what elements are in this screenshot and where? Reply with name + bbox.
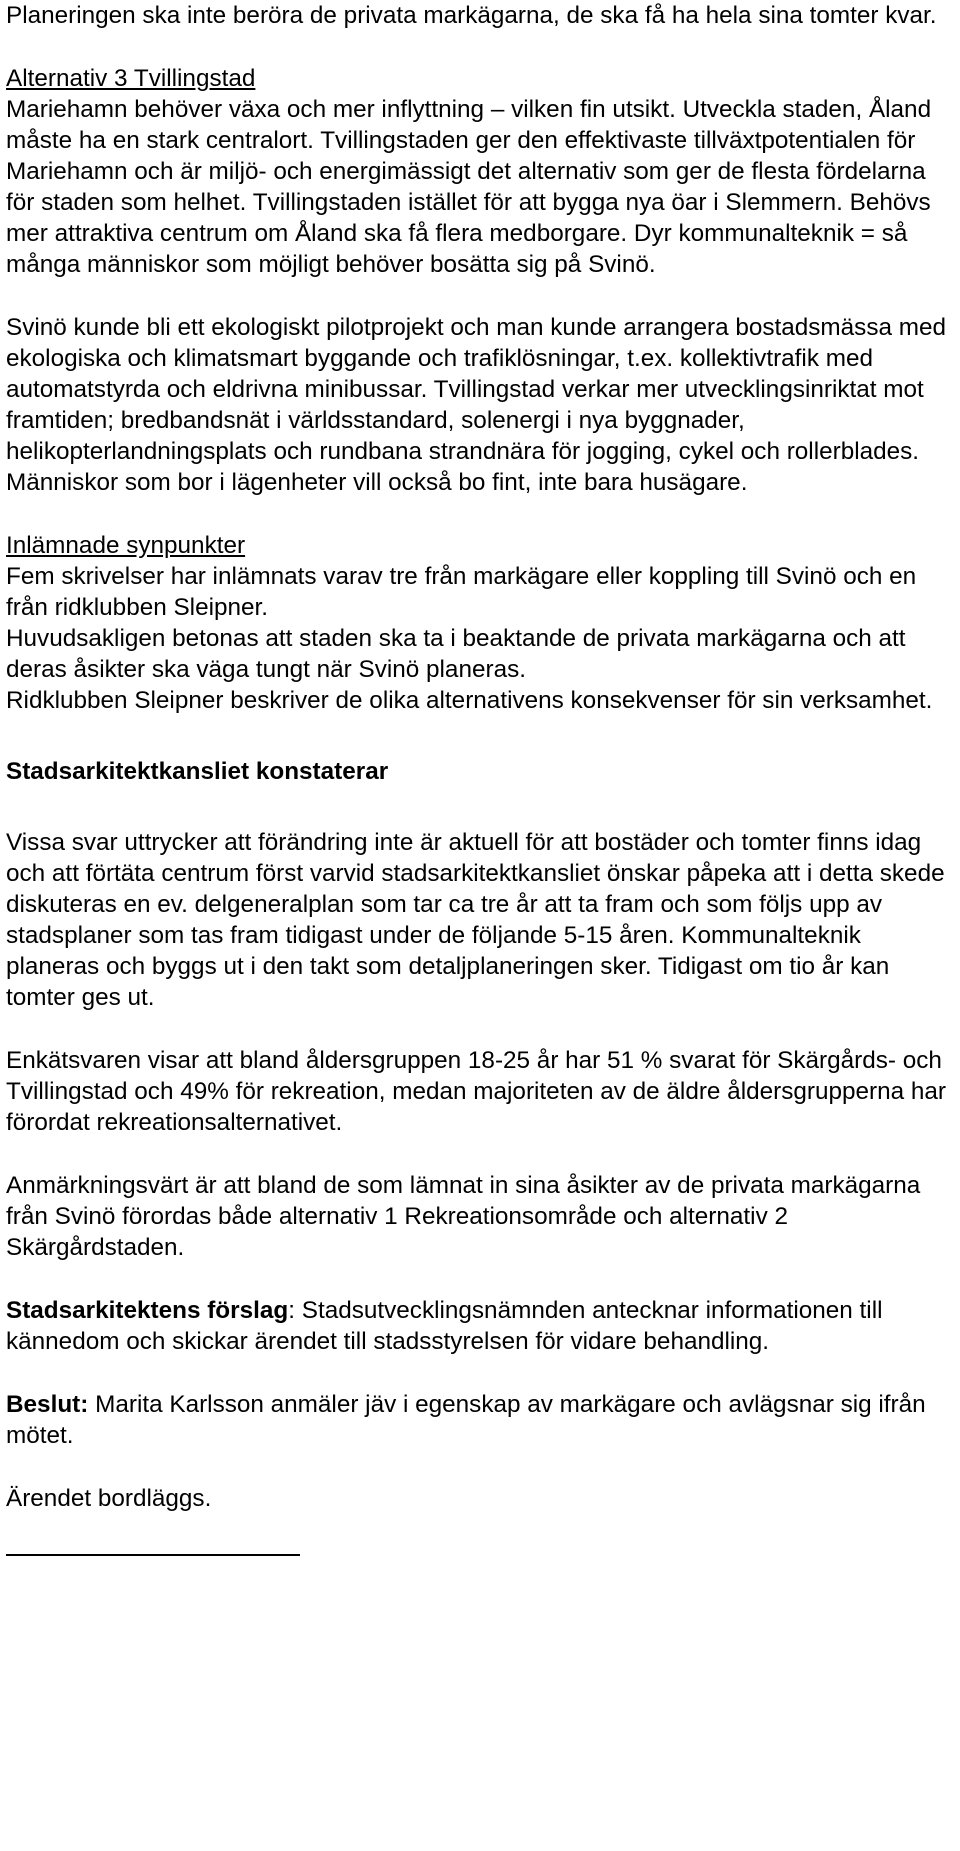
bordlaggs-paragraph: Ärendet bordläggs.: [6, 1485, 212, 1512]
spacer: [6, 1138, 956, 1170]
forslag-paragraph: [6, 1295, 956, 1357]
beslut-label: Beslut:: [6, 1391, 89, 1418]
forslag-label: Stadsarkitektens förslag: [6, 1297, 289, 1324]
alt3-paragraph: Mariehamn behöver växa och mer inflyttning – vilken fin utsikt. Utveckla staden, Åland måste ha en stark centralort. Tvillingstaden ger den effektivaste tillväxtpotentialen för Mariehamn och är miljö- och energimässigt det alternativ som ger de flesta fördelarna för staden som helhet. Tvillingstaden istället för att bygga nya öar i Slemmern. Behövs mer attraktiva centrum om Åland ska få flera medborgare. Dyr kommunalteknik = så många människor som möjligt behöver bosätta sig på Svinö.: [6, 96, 932, 278]
konstaterar-paragraph-3: Anmärkningsvärt är att bland de som lämnat in sina åsikter av de privata markägarna från Svinö förordas både alternativ 1 Rekreationsområde och alternativ 2 Skärgårdstaden.: [6, 1172, 921, 1261]
spacer: [6, 716, 956, 756]
konstaterar-heading: Stadsarkitektkansliet konstaterar: [6, 758, 389, 785]
synpunkter-line-3: Ridklubben Sleipner beskriver de olika alternativens konsekvenser för sin verksamhet.: [6, 687, 933, 714]
konstaterar-paragraph-2: Enkätsvaren visar att bland åldersgruppen 18-25 år har 51 % svarat för Skärgårds- och Tvillingstad och 49% för rekreation, medan majoriteten av de äldre åldersgrupperna har förordat rekreationsalternativet.: [6, 1047, 946, 1136]
forslag-text: : Stadsutvecklingsnämnden antecknar informationen till kännedom och skickar ärendet till stadsstyrelsen för vidare behandling.: [6, 1297, 883, 1355]
alt3-paragraph-2: Svinö kunde bli ett ekologiskt pilotprojekt och man kunde arrangera bostadsmässa med ekologiska och klimatsmart byggande och trafiklösningar, t.ex. kollektivtrafik med automatstyrda och eldrivna minibussar. Tvillingstad verkar mer utvecklingsinriktat mot framtiden; bredbandsnät i världsstandard, solenergi i nya byggnader, helikopterlandningsplats och rundbana strandnära för jogging, cykel och rollerblades. Människor som bor i lägenheter vill också bo fint, inte bara husägare.: [6, 314, 947, 496]
beslut-paragraph: [6, 1389, 956, 1451]
spacer: [6, 1013, 956, 1045]
document-page: [6, 0, 956, 1556]
spacer: [6, 787, 956, 827]
spacer: [6, 1357, 956, 1389]
intro-paragraph: Planeringen ska inte beröra de privata markägarna, de ska få ha hela sina tomter kvar.: [6, 2, 937, 29]
spacer: [6, 280, 956, 312]
synpunkter-line-1: Fem skrivelser har inlämnats varav tre från markägare eller koppling till Svinö och en från ridklubben Sleipner.: [6, 563, 917, 621]
synpunkter-line-2: Huvudsakligen betonas att staden ska ta i beaktande de privata markägarna och att deras åsikter ska väga tungt när Svinö planeras.: [6, 625, 906, 683]
spacer: [6, 498, 956, 530]
alt3-heading: Alternativ 3 Tvillingstad: [6, 65, 256, 92]
spacer: [6, 31, 956, 63]
spacer: [6, 1451, 956, 1483]
synpunkter-heading: Inlämnade synpunkter: [6, 532, 246, 559]
konstaterar-paragraph-1: Vissa svar uttrycker att förändring inte är aktuell för att bostäder och tomter finns idag och att förtäta centrum först varvid stadsarkitektkansliet önskar påpeka att i detta skede diskuteras en ev. delgeneralplan som tar ca tre år att ta fram och som följs upp av stadsplaner som tas fram tidigast under de följande 5-15 åren. Kommunalteknik planeras och byggs ut i den takt som detaljplaneringen sker. Tidigast om tio år kan tomter ges ut.: [6, 829, 945, 1011]
signature-rule: [6, 1554, 300, 1556]
beslut-text: Marita Karlsson anmäler jäv i egenskap av markägare och avlägsnar sig ifrån mötet.: [6, 1391, 926, 1449]
spacer: [6, 1263, 956, 1295]
